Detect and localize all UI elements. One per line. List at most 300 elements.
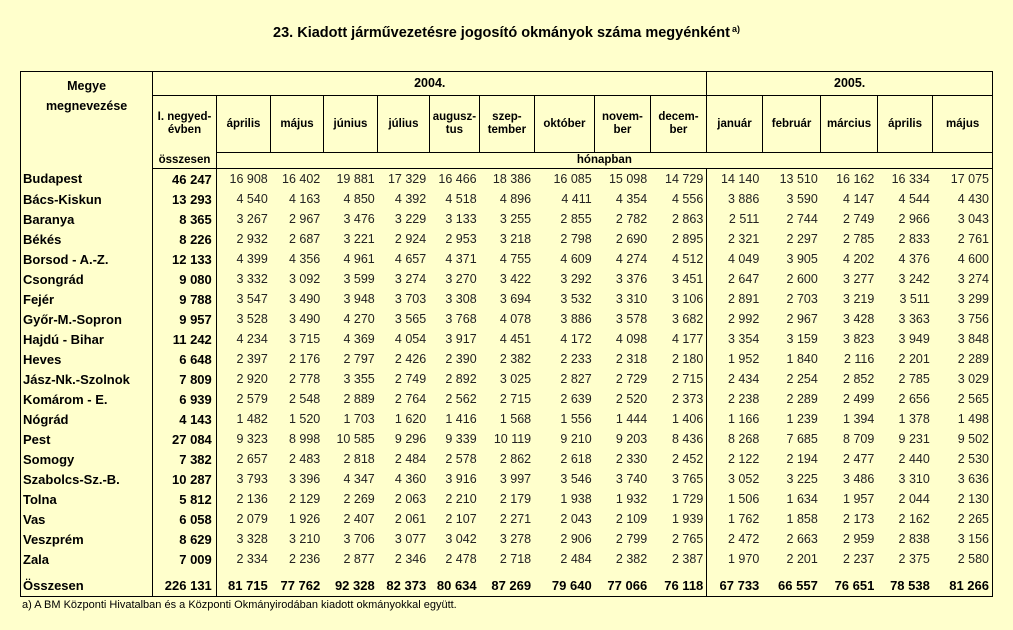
monthly-value: 18 386 (492, 172, 532, 186)
monthly-value: 1 703 (343, 412, 375, 426)
monthly-value: 2 852 (843, 372, 875, 386)
monthly-value: 1 926 (288, 512, 321, 526)
monthly-value: 2 318 (615, 352, 648, 366)
monthly-value: 4 163 (288, 192, 321, 206)
monthly-value: 3 486 (843, 472, 875, 486)
monthly-value: 2 472 (728, 532, 760, 546)
monthly-value: 81 266 (933, 575, 993, 597)
monthly-value: 2 862 (499, 452, 532, 466)
monthly-value: 2 761 (933, 229, 993, 249)
monthly-value: 2 238 (728, 392, 760, 406)
monthly-value: 2 210 (445, 492, 477, 506)
monthly-value: 3 590 (786, 192, 818, 206)
monthly-value: 2 764 (394, 392, 427, 406)
monthly-value: 3 225 (786, 472, 818, 486)
monthly-value: 76 651 (821, 575, 878, 597)
monthly-value: 82 373 (378, 575, 429, 597)
monthly-value: 2 289 (786, 392, 818, 406)
monthly-value: 2 109 (615, 512, 648, 526)
monthly-value: 1 444 (615, 412, 648, 426)
county-name: Hajdú - Bihar (21, 329, 153, 349)
monthly-value: 4 369 (343, 332, 375, 346)
monthly-value: 2 499 (843, 392, 875, 406)
monthly-value: 3 376 (615, 272, 648, 286)
table-row (21, 469, 993, 489)
first-quarter-total: 226 131 (153, 575, 217, 597)
county-name: Vas (21, 509, 153, 529)
monthly-value: 2 953 (445, 232, 477, 246)
monthly-value: 3 210 (288, 532, 321, 546)
monthly-value: 2 484 (394, 452, 427, 466)
month-header-line: április (226, 117, 261, 130)
monthly-value: 4 234 (236, 332, 268, 346)
month-header-line: július (388, 117, 419, 130)
first-quarter-total: 7 809 (153, 369, 217, 389)
monthly-value: 2 382 (499, 352, 532, 366)
monthly-value: 16 162 (836, 172, 875, 186)
monthly-value: 3 511 (899, 292, 930, 306)
first-quarter-total: 13 293 (153, 189, 217, 209)
monthly-value: 3 949 (898, 332, 930, 346)
month-header-line: tus (445, 124, 464, 136)
title-text: 23. Kiadott járművezetésre jogosító okmányok száma megyénként (273, 25, 730, 41)
month-header-2004-4 (378, 96, 429, 153)
monthly-value: 1 406 (650, 409, 707, 429)
monthly-value: 4 430 (933, 189, 993, 209)
monthly-value: 4 544 (898, 192, 930, 206)
monthly-value: 3 490 (288, 312, 321, 326)
first-quarter-total: 46 247 (153, 169, 217, 190)
first-quarter-total: 6 648 (153, 349, 217, 369)
monthly-value: 3 490 (288, 292, 321, 306)
table-row (21, 549, 993, 569)
month-header-line: október (543, 117, 586, 130)
county-header-line1: Megye (67, 79, 107, 93)
month-header-line: június (333, 117, 368, 130)
monthly-value: 2 838 (898, 532, 930, 546)
monthly-value: 2 562 (445, 392, 477, 406)
monthly-value: 2 715 (499, 392, 532, 406)
monthly-value: 2 578 (445, 452, 477, 466)
monthly-value: 2 580 (933, 549, 993, 569)
monthly-value: 4 274 (615, 252, 648, 266)
month-header-line: május (280, 117, 314, 130)
monthly-value: 3 106 (650, 289, 707, 309)
monthly-value: 2 233 (560, 352, 592, 366)
month-header-line: március (827, 117, 872, 130)
first-quarter-total: 12 133 (153, 249, 217, 269)
month-header-line: ber (669, 124, 688, 136)
footnote: a) A BM Központi Hivatalban és a Központi Okmányirodában kiadott okmányokkal együtt. (22, 599, 457, 611)
first-quarter-total: 27 084 (153, 429, 217, 449)
monthly-value: 3 997 (499, 472, 532, 486)
monthly-value: 2 663 (786, 532, 818, 546)
monthly-value: 3 355 (343, 372, 375, 386)
monthly-value: 3 025 (499, 372, 532, 386)
county-name: Borsod - A.-Z. (21, 249, 153, 269)
monthly-value: 16 402 (282, 172, 321, 186)
monthly-value: 2 618 (560, 452, 592, 466)
monthly-value: 15 098 (608, 172, 648, 186)
monthly-value: 79 640 (534, 575, 595, 597)
month-header-2005-5 (933, 96, 993, 153)
first-quarter-total: 5 812 (153, 489, 217, 509)
monthly-value: 4 078 (499, 312, 532, 326)
monthly-value: 2 656 (898, 392, 930, 406)
unit-label: hónapban (216, 153, 992, 169)
monthly-value: 1 634 (786, 492, 818, 506)
monthly-value: 2 906 (560, 532, 592, 546)
month-header-2004-3 (323, 96, 377, 153)
monthly-value: 1 762 (728, 512, 760, 526)
month-header-2004-9 (650, 96, 707, 153)
monthly-value: 66 557 (762, 575, 821, 597)
first-quarter-total: 10 287 (153, 469, 217, 489)
monthly-value: 3 077 (394, 532, 427, 546)
monthly-value: 2 452 (650, 449, 707, 469)
table-row (21, 269, 993, 289)
monthly-value: 1 416 (445, 412, 477, 426)
month-header-line: ber (613, 124, 632, 136)
monthly-value: 3 255 (499, 212, 532, 226)
monthly-value: 2 269 (343, 492, 375, 506)
table-row (21, 309, 993, 329)
monthly-value: 9 296 (394, 432, 427, 446)
month-header-line: április (888, 117, 923, 130)
first-quarter-total: 8 226 (153, 229, 217, 249)
monthly-value: 3 310 (615, 292, 648, 306)
monthly-value: 3 092 (288, 272, 321, 286)
monthly-value: 2 176 (288, 352, 321, 366)
table-row (21, 209, 993, 229)
monthly-value: 2 895 (650, 229, 707, 249)
monthly-value: 17 075 (933, 169, 993, 190)
county-name: Jász-Nk.-Szolnok (21, 369, 153, 389)
county-name: Szabolcs-Sz.-B. (21, 469, 153, 489)
table-row (21, 229, 993, 249)
monthly-value: 3 029 (933, 369, 993, 389)
monthly-value: 19 881 (336, 172, 375, 186)
monthly-value: 9 339 (445, 432, 477, 446)
first-quarter-total: 6 939 (153, 389, 217, 409)
monthly-value: 3 396 (288, 472, 321, 486)
monthly-value: 3 706 (343, 532, 375, 546)
monthly-value: 3 476 (343, 212, 375, 226)
monthly-value: 3 242 (898, 272, 930, 286)
monthly-value: 1 952 (728, 352, 760, 366)
monthly-value: 9 502 (933, 429, 993, 449)
monthly-value: 1 520 (288, 412, 321, 426)
monthly-value: 16 466 (438, 172, 477, 186)
monthly-value: 1 858 (786, 512, 818, 526)
month-header-2004-8 (595, 96, 651, 153)
monthly-value: 4 356 (288, 252, 321, 266)
monthly-value: 2 478 (445, 552, 477, 566)
monthly-value: 2 390 (445, 352, 477, 366)
monthly-value: 2 254 (786, 372, 818, 386)
monthly-value: 2 397 (236, 352, 268, 366)
monthly-value: 8 998 (288, 432, 321, 446)
month-header-line: szep- (492, 111, 522, 123)
county-name: Nógrád (21, 409, 153, 429)
county-name: Békés (21, 229, 153, 249)
table-row (21, 189, 993, 209)
monthly-value: 2 136 (236, 492, 268, 506)
total-row (21, 575, 993, 597)
monthly-value: 1 166 (728, 412, 760, 426)
monthly-value: 2 687 (288, 232, 321, 246)
monthly-value: 2 877 (343, 552, 375, 566)
monthly-value: 1 938 (560, 492, 592, 506)
monthly-value: 2 818 (343, 452, 375, 466)
monthly-value: 2 179 (499, 492, 532, 506)
monthly-value: 2 785 (843, 232, 875, 246)
monthly-value: 1 394 (843, 412, 875, 426)
monthly-value: 2 237 (843, 552, 875, 566)
monthly-value: 2 440 (898, 452, 930, 466)
monthly-value: 2 799 (615, 532, 648, 546)
table-row (21, 349, 993, 369)
monthly-value: 2 797 (343, 352, 375, 366)
monthly-value: 2 579 (236, 392, 268, 406)
monthly-value: 10 585 (336, 432, 375, 446)
monthly-value: 2 778 (288, 372, 321, 386)
monthly-value: 76 118 (650, 575, 707, 597)
month-header-2005-3 (821, 96, 878, 153)
month-header-line: decem- (658, 111, 699, 123)
monthly-value: 2 107 (445, 512, 477, 526)
first-quarter-total: 9 788 (153, 289, 217, 309)
table-row (21, 369, 993, 389)
monthly-value: 3 422 (499, 272, 532, 286)
county-name: Összesen (21, 575, 153, 597)
first-quarter-total: 7 009 (153, 549, 217, 569)
monthly-value: 2 530 (933, 449, 993, 469)
monthly-value: 2 920 (236, 372, 268, 386)
monthly-value: 3 219 (843, 292, 875, 306)
monthly-value: 2 483 (288, 452, 321, 466)
monthly-value: 2 387 (650, 549, 707, 569)
county-name: Tolna (21, 489, 153, 509)
monthly-value: 3 528 (236, 312, 268, 326)
monthly-value: 2 749 (843, 212, 875, 226)
county-name: Komárom - E. (21, 389, 153, 409)
month-header-2004-2 (271, 96, 323, 153)
monthly-value: 1 378 (898, 412, 930, 426)
monthly-value: 3 428 (843, 312, 875, 326)
monthly-value: 4 600 (933, 249, 993, 269)
month-header-line: novem- (601, 111, 643, 123)
monthly-value: 2 891 (728, 292, 760, 306)
monthly-value: 3 848 (933, 329, 993, 349)
monthly-value: 8 709 (843, 432, 875, 446)
monthly-value: 2 043 (560, 512, 592, 526)
monthly-value: 4 850 (343, 192, 375, 206)
monthly-value: 78 538 (877, 575, 933, 597)
monthly-value: 2 484 (560, 552, 592, 566)
monthly-value: 3 765 (650, 469, 707, 489)
monthly-value: 77 066 (595, 575, 651, 597)
monthly-value: 14 729 (650, 169, 707, 190)
monthly-value: 3 793 (236, 472, 268, 486)
monthly-value: 2 565 (933, 389, 993, 409)
monthly-value: 2 657 (236, 452, 268, 466)
first-quarter-total: 11 242 (153, 329, 217, 349)
monthly-value: 2 407 (343, 512, 375, 526)
monthly-value: 4 270 (343, 312, 375, 326)
monthly-value: 3 354 (728, 332, 760, 346)
monthly-value: 80 634 (429, 575, 479, 597)
monthly-value: 2 289 (933, 349, 993, 369)
monthly-value: 4 354 (615, 192, 648, 206)
monthly-value: 2 639 (560, 392, 592, 406)
first-quarter-header (153, 96, 217, 153)
month-header-line: január (717, 117, 752, 130)
county-header (21, 72, 153, 169)
monthly-value: 4 376 (898, 252, 930, 266)
monthly-value: 4 540 (236, 192, 268, 206)
monthly-value: 3 451 (650, 269, 707, 289)
monthly-value: 3 948 (343, 292, 375, 306)
monthly-value: 2 173 (843, 512, 875, 526)
first-quarter-line2: évben (167, 124, 202, 137)
county-header-line2: megnevezése (45, 99, 128, 113)
monthly-value: 1 970 (728, 552, 760, 566)
monthly-value: 4 518 (445, 192, 477, 206)
monthly-value: 2 520 (615, 392, 648, 406)
month-header-2004-6 (480, 96, 534, 153)
monthly-value: 14 140 (721, 172, 760, 186)
monthly-value: 3 599 (343, 272, 375, 286)
month-header-2004-5 (429, 96, 479, 153)
monthly-value: 87 269 (480, 575, 534, 597)
monthly-value: 3 270 (445, 272, 477, 286)
monthly-value: 2 718 (499, 552, 532, 566)
monthly-value: 3 299 (933, 289, 993, 309)
county-name: Baranya (21, 209, 153, 229)
monthly-value: 3 578 (615, 312, 648, 326)
monthly-value: 4 755 (499, 252, 532, 266)
monthly-value: 3 328 (236, 532, 268, 546)
monthly-value: 2 477 (843, 452, 875, 466)
monthly-value: 1 482 (236, 412, 268, 426)
monthly-value: 2 833 (898, 232, 930, 246)
table-row (21, 289, 993, 309)
monthly-value: 3 886 (728, 192, 760, 206)
monthly-value: 13 510 (779, 172, 818, 186)
county-name: Somogy (21, 449, 153, 469)
monthly-value: 4 360 (394, 472, 427, 486)
monthly-value: 3 823 (843, 332, 875, 346)
monthly-value: 4 347 (343, 472, 375, 486)
monthly-value: 8 436 (650, 429, 707, 449)
monthly-value: 7 685 (786, 432, 818, 446)
monthly-value: 4 512 (650, 249, 707, 269)
county-name: Bács-Kiskun (21, 189, 153, 209)
monthly-value: 1 620 (394, 412, 427, 426)
monthly-value: 1 957 (843, 492, 875, 506)
monthly-value: 2 061 (394, 512, 427, 526)
monthly-value: 2 785 (898, 372, 930, 386)
monthly-value: 2 889 (343, 392, 375, 406)
monthly-value: 2 600 (786, 272, 818, 286)
monthly-value: 4 451 (499, 332, 532, 346)
table-row (21, 509, 993, 529)
monthly-value: 2 892 (445, 372, 477, 386)
table-row (21, 429, 993, 449)
monthly-value: 2 236 (288, 552, 321, 566)
monthly-value: 2 749 (394, 372, 427, 386)
first-quarter-line1: I. negyed- (157, 111, 212, 124)
monthly-value: 3 715 (288, 332, 321, 346)
monthly-value: 2 924 (394, 232, 427, 246)
monthly-value: 4 054 (394, 332, 427, 346)
month-header-line: február (771, 117, 812, 130)
table-row (21, 409, 993, 429)
monthly-value: 1 932 (615, 492, 648, 506)
year-2004-header: 2004. (153, 72, 707, 96)
monthly-value: 2 116 (843, 352, 875, 366)
monthly-value: 16 334 (891, 172, 930, 186)
monthly-value: 9 203 (615, 432, 648, 446)
monthly-value: 2 265 (933, 509, 993, 529)
monthly-value: 3 042 (445, 532, 477, 546)
county-name: Veszprém (21, 529, 153, 549)
monthly-value: 9 323 (236, 432, 268, 446)
table-title (0, 24, 1013, 41)
monthly-value: 3 292 (560, 272, 592, 286)
monthly-value: 67 733 (707, 575, 763, 597)
monthly-value: 2 434 (728, 372, 760, 386)
monthly-value: 3 546 (560, 472, 592, 486)
monthly-value: 1 498 (933, 409, 993, 429)
monthly-value: 3 703 (394, 292, 427, 306)
county-name: Pest (21, 429, 153, 449)
monthly-value: 3 052 (728, 472, 760, 486)
monthly-value: 17 329 (387, 172, 427, 186)
monthly-value: 3 133 (445, 212, 477, 226)
year-2005-header: 2005. (707, 72, 993, 96)
monthly-value: 2 382 (615, 552, 648, 566)
month-header-2005-2 (762, 96, 821, 153)
monthly-value: 3 694 (499, 292, 532, 306)
monthly-value: 8 268 (728, 432, 760, 446)
monthly-value: 3 682 (650, 309, 707, 329)
monthly-value: 2 959 (843, 532, 875, 546)
monthly-value: 3 274 (933, 269, 993, 289)
monthly-value: 3 277 (843, 272, 875, 286)
monthly-value: 3 917 (445, 332, 477, 346)
monthly-value: 2 548 (288, 392, 321, 406)
month-header-line: tember (487, 124, 527, 136)
monthly-value: 2 373 (650, 389, 707, 409)
monthly-value: 2 798 (560, 232, 592, 246)
monthly-value: 2 690 (615, 232, 648, 246)
first-quarter-total: 6 058 (153, 509, 217, 529)
monthly-value: 3 308 (445, 292, 477, 306)
monthly-value: 2 194 (786, 452, 818, 466)
monthly-value: 3 274 (394, 272, 427, 286)
monthly-value: 2 647 (728, 272, 760, 286)
monthly-value: 4 556 (650, 189, 707, 209)
monthly-value: 2 863 (650, 209, 707, 229)
table-row (21, 169, 993, 190)
monthly-value: 81 715 (216, 575, 270, 597)
table-row (21, 449, 993, 469)
monthly-value: 2 063 (394, 492, 427, 506)
first-quarter-total: 7 382 (153, 449, 217, 469)
monthly-value: 1 506 (728, 492, 760, 506)
